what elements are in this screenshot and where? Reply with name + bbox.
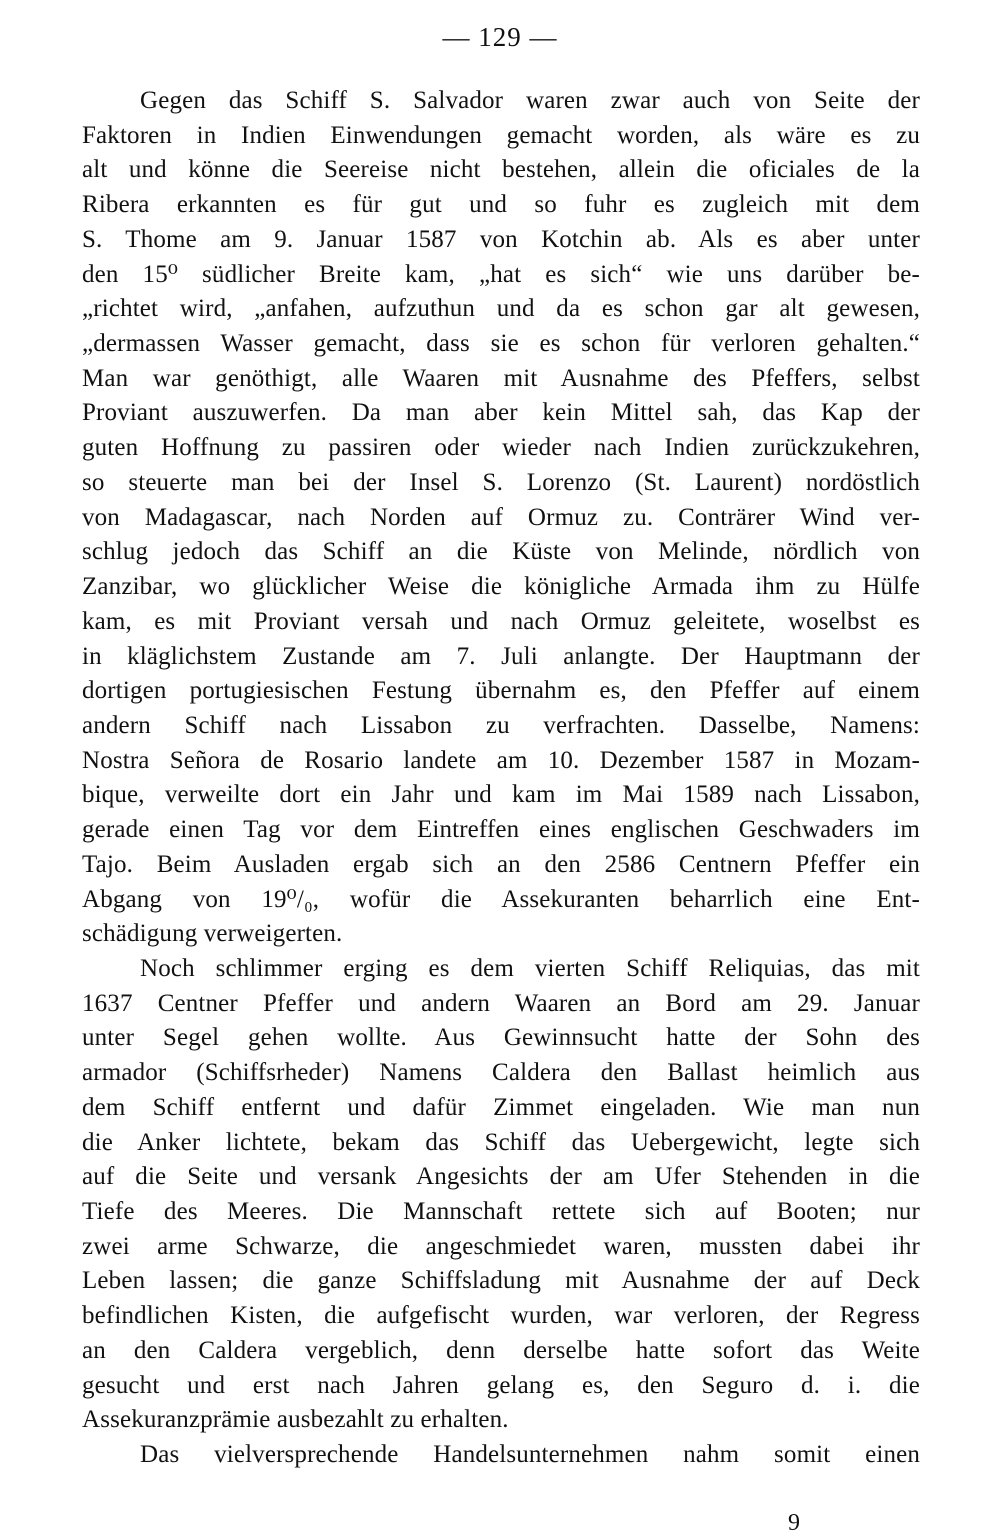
text-line: Assekuranzprämie ausbezahlt zu erhalten.: [82, 1406, 509, 1434]
text-line: schädigung verweigerten.: [82, 920, 343, 948]
text-line: andern Schiff nach Lissabon zu verfrachten. Dasselbe, Namens:: [82, 711, 920, 739]
text-line: armador (Schiffsrheder) Namens Caldera den Ballast heimlich aus: [82, 1059, 920, 1087]
text-line: alt und könne die Seereise nicht bestehen, allein die oficiales de la: [82, 156, 920, 184]
text-line: an den Caldera vergeblich, denn derselbe hatte sofort das Weite: [82, 1336, 920, 1364]
text-line: bique, verweilte dort ein Jahr und kam im Mai 1589 nach Lissabon,: [82, 781, 920, 809]
text-line: gerade einen Tag vor dem Eintreffen eines englischen Geschwaders im: [82, 816, 920, 844]
text-line: Nostra Señora de Rosario landete am 10. Dezember 1587 in Mozam-: [82, 746, 920, 774]
text-line: Proviant auszuwerfen. Da man aber kein Mittel sah, das Kap der: [82, 399, 920, 427]
text-line: Leben lassen; die ganze Schiffsladung mit Ausnahme der auf Deck: [82, 1267, 920, 1295]
text-line: 1637 Centner Pfeffer und andern Waaren an Bord am 29. Januar: [82, 989, 920, 1017]
text-line: guten Hoffnung zu passiren oder wieder nach Indien zurückzukehren,: [82, 434, 920, 462]
text-line: Das vielversprechende Handelsunternehmen nahm somit einen: [140, 1441, 920, 1469]
text-line: gesucht und erst nach Jahren gelang es, den Seguro d. i. die: [82, 1371, 920, 1399]
text-line: von Madagascar, nach Norden auf Ormuz zu. Conträrer Wind ver-: [82, 503, 920, 531]
page-number: — 129 —: [442, 22, 558, 52]
text-line: unter Segel gehen wollte. Aus Gewinnsucht hatte der Sohn des: [82, 1024, 920, 1052]
text-line: Tajo. Beim Ausladen ergab sich an den 2586 Centnern Pfeffer ein: [82, 850, 920, 878]
text-line: Gegen das Schiff S. Salvador waren zwar auch von Seite der: [140, 87, 920, 114]
text-line: schlug jedoch das Schiff an die Küste von Melinde, nördlich von: [82, 538, 920, 566]
text-line: Tiefe des Meeres. Die Mannschaft rettete sich auf Booten; nur: [82, 1198, 920, 1225]
text-line: Abgang von 19⁰/₀, wofür die Assekuranten beharrlich eine Ent-: [82, 885, 920, 913]
text-line: befindlichen Kisten, die aufgefischt wurden, war verloren, der Regress: [82, 1302, 920, 1330]
text-line: „richtet wird, „anfahen, aufzuthun und da es schon gar alt gewesen,: [82, 295, 920, 323]
text-line: auf die Seite und versank Angesichts der am Ufer Stehenden in die: [82, 1163, 920, 1191]
text-line: dem Schiff entfernt und dafür Zimmet eingeladen. Wie man nun: [82, 1093, 920, 1121]
text-line: zwei arme Schwarze, die angeschmiedet waren, mussten dabei ihr: [82, 1232, 920, 1260]
text-line: „dermassen Wasser gemacht, dass sie es schon für verloren gehalten.“: [82, 330, 920, 358]
text-line: Faktoren in Indien Einwendungen gemacht worden, als wäre es zu: [82, 121, 920, 149]
text-line: kam, es mit Proviant versah und nach Ormuz geleitete, woselbst es: [82, 607, 920, 635]
text-line: Man war genöthigt, alle Waaren mit Ausnahme des Pfeffers, selbst: [82, 364, 920, 392]
text-line: in kläglichstem Zustande am 7. Juli anlangte. Der Hauptmann der: [82, 642, 920, 670]
text-line: Zanzibar, wo glücklicher Weise die königliche Armada ihm zu Hülfe: [82, 573, 920, 601]
text-line: die Anker lichtete, bekam das Schiff das Uebergewicht, legte sich: [82, 1128, 920, 1156]
text-line: den 15⁰ südlicher Breite kam, „hat es sich“ wie uns darüber be-: [82, 260, 920, 288]
body-text: [82, 84, 920, 1473]
text-line: S. Thome am 9. Januar 1587 von Kotchin ab. Als es aber unter: [82, 225, 920, 253]
text-line: Ribera erkannten es für gut und so fuhr es zugleich mit dem: [82, 191, 920, 219]
text-line: Noch schlimmer erging es dem vierten Schiff Reliquias, das mit: [140, 954, 920, 982]
text-line: so steuerte man bei der Insel S. Lorenzo (St. Laurent) nordöstlich: [82, 468, 920, 496]
text-line: dortigen portugiesischen Festung übernahm es, den Pfeffer auf einem: [82, 677, 920, 705]
sheet-signature: 9: [788, 1510, 800, 1536]
